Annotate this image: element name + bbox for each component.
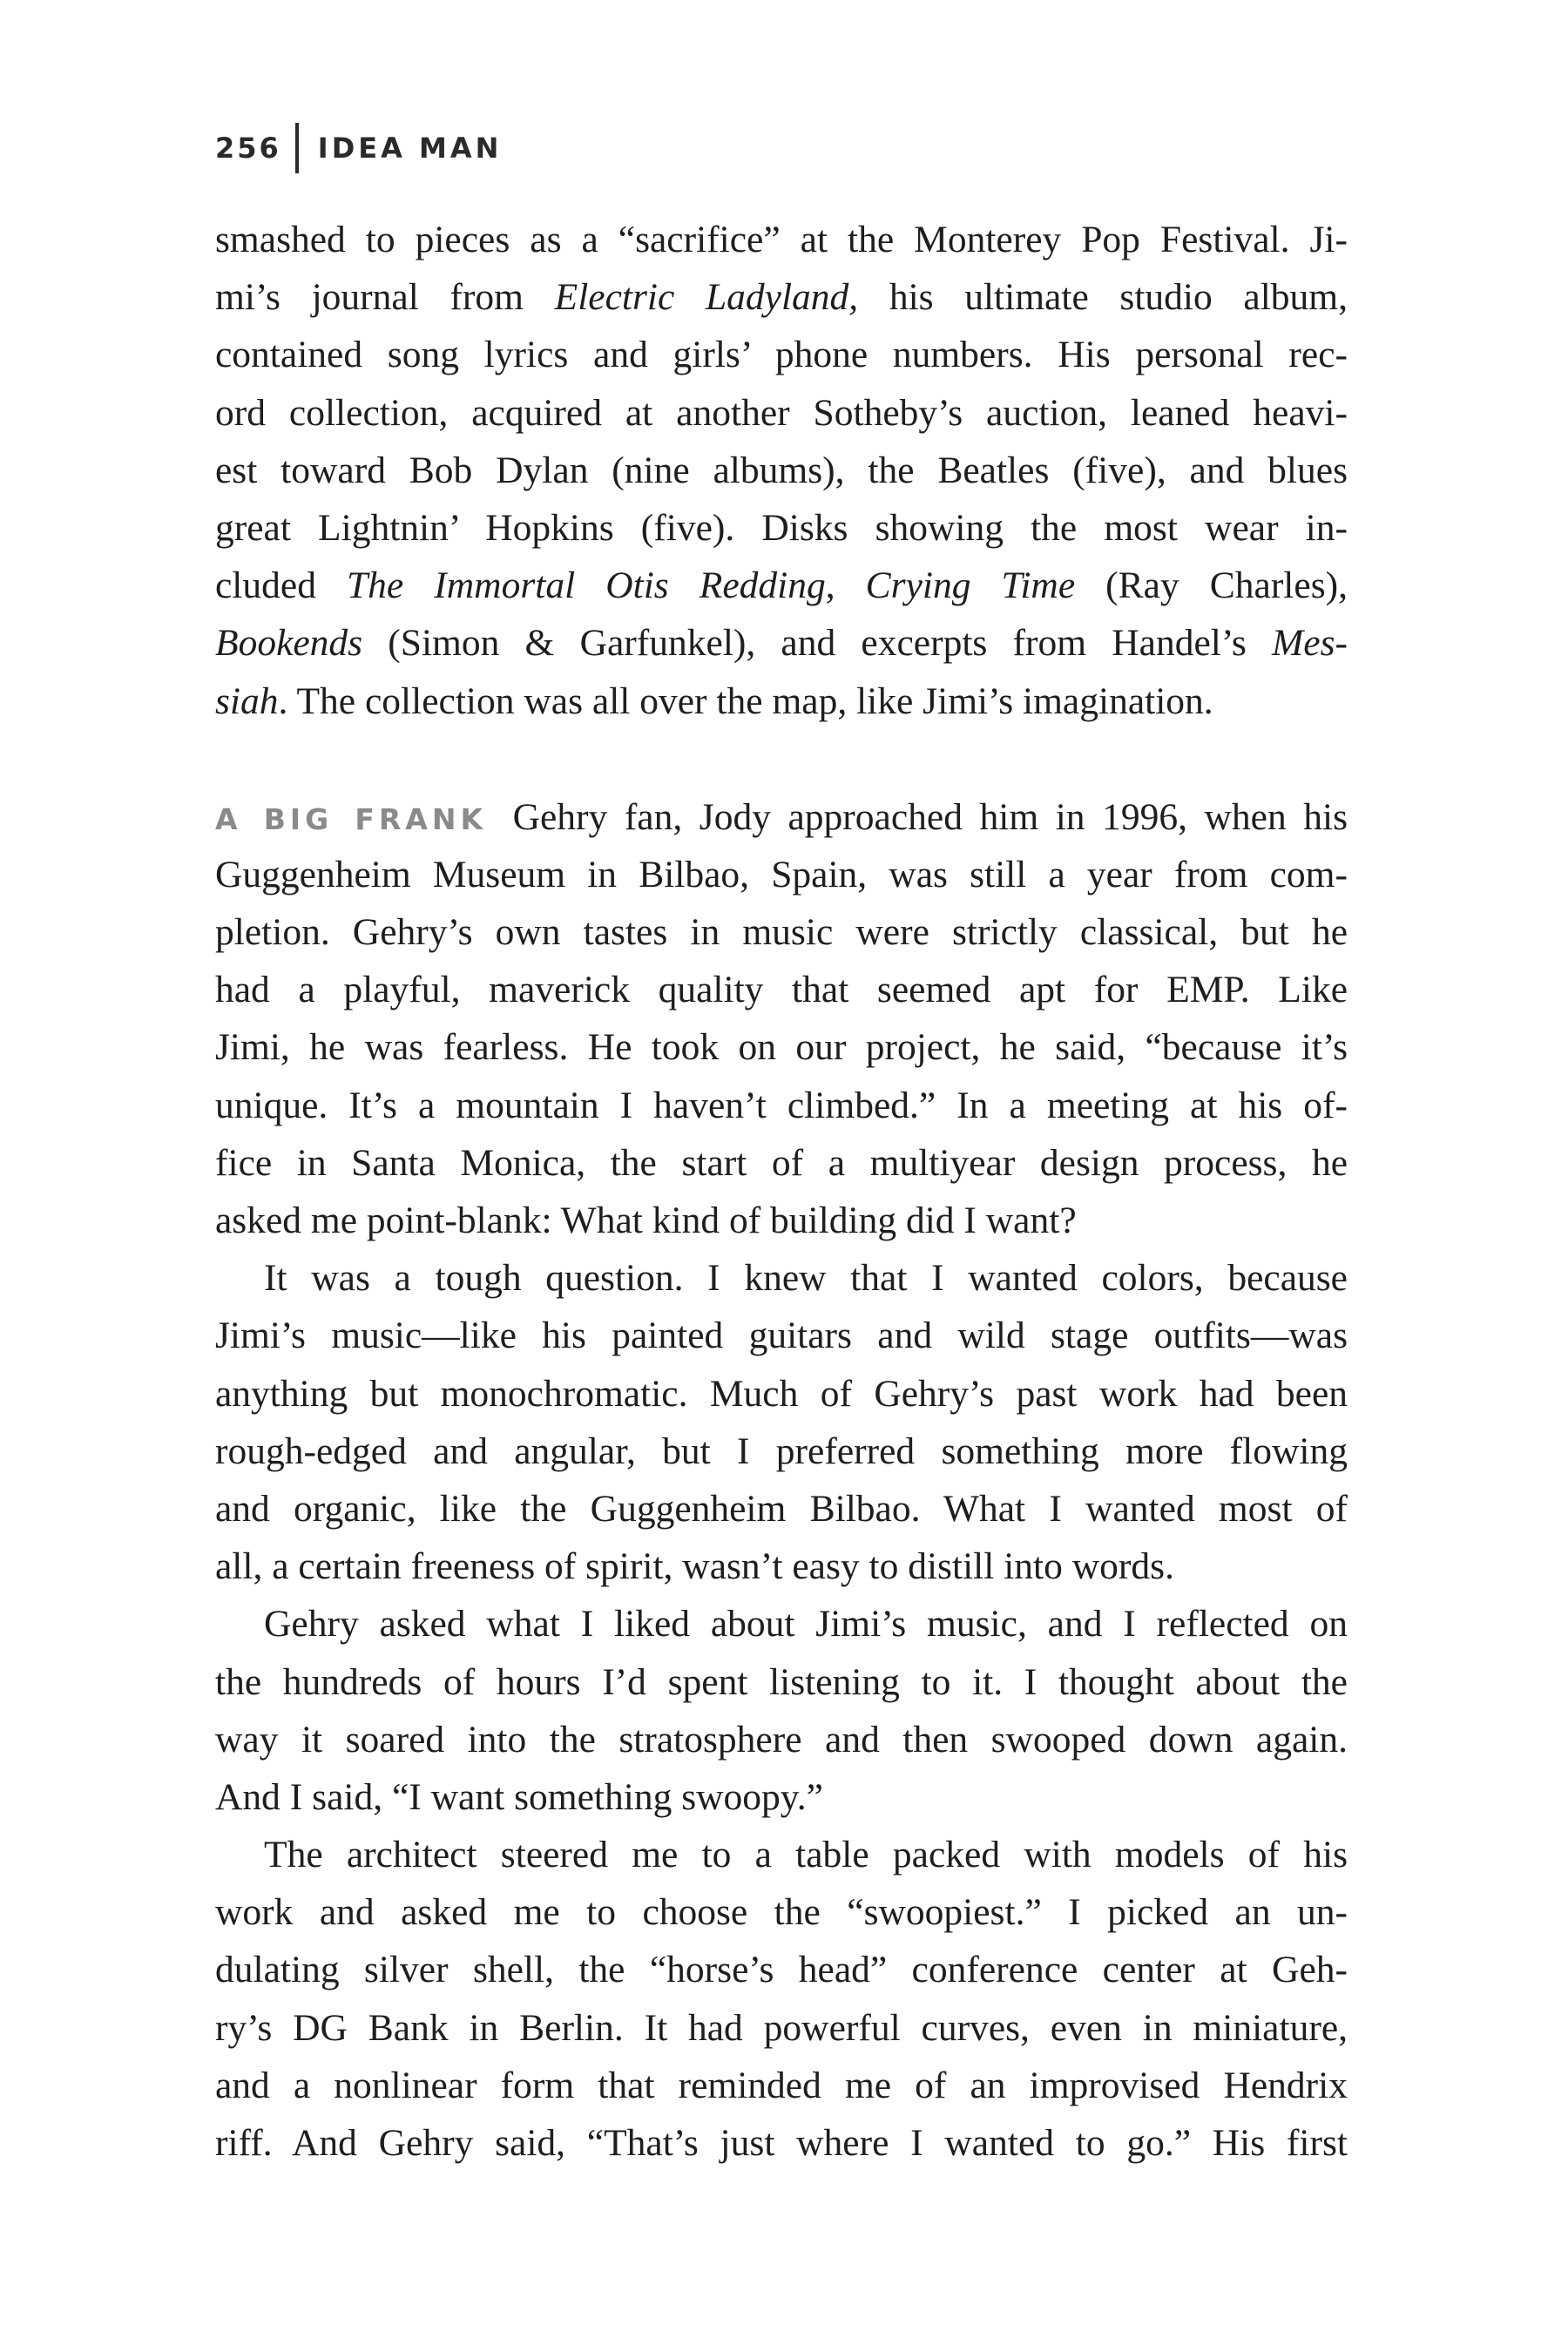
text-line: way it soared into the stratosphere and then swooped down again. xyxy=(215,1718,1348,1761)
running-head xyxy=(215,122,502,174)
header-divider xyxy=(295,123,299,173)
paragraph-4 xyxy=(215,1595,1348,1826)
text-line: And I said, “I want something swoopy.” xyxy=(215,1775,823,1818)
text-line: riff. And Gehry said, “That’s just where I wanted to go.” His first xyxy=(215,2122,1348,2164)
text-line: siah. The collection was all over the map, like Jimi’s imagination. xyxy=(215,679,1213,722)
text-line: asked me point-blank: What kind of building did I want? xyxy=(215,1200,1077,1241)
section-lead-in: A BIG FRANK xyxy=(215,801,488,836)
text-line: the hundreds of hours I’d spent listening to it. I thought about the xyxy=(215,1660,1348,1703)
album-title: Mes- xyxy=(1272,622,1348,665)
text-line: cluded The Immortal Otis Redding, Crying Time (Ray Charles), xyxy=(215,564,1348,607)
text-line: It was a tough question. I knew that I wanted colors, because xyxy=(264,1257,1348,1300)
text-line: ord collection, acquired at another Sotheby’s auction, leaned heavi- xyxy=(215,391,1348,434)
text-line: pletion. Gehry’s own tastes in music were strictly classical, but he xyxy=(215,911,1348,954)
text-line: and a nonlinear form that reminded me of an improvised Hendrix xyxy=(215,2064,1348,2106)
text-line: Gehry asked what I liked about Jimi’s music, and I reflected on xyxy=(264,1603,1348,1646)
text-line: rough-edged and angular, but I preferred something more flowing xyxy=(215,1429,1348,1472)
text-line: Guggenheim Museum in Bilbao, Spain, was still a year from com- xyxy=(215,853,1348,896)
text-line: Jimi, he was fearless. He took on our project, he said, “because it’s xyxy=(215,1026,1348,1069)
text-line: all, a certain freeness of spirit, wasn’t easy to distill into words. xyxy=(215,1545,1174,1588)
album-title: Electric Ladyland, xyxy=(554,276,859,319)
section-break xyxy=(215,730,1348,788)
book-title: IDEA MAN xyxy=(317,132,503,165)
text-line: A BIG FRANK Gehry fan, Jody approached him in 1996, when his xyxy=(215,795,1348,838)
album-title: Crying Time xyxy=(865,564,1076,607)
text-line: fice in Santa Monica, the start of a multiyear design process, he xyxy=(215,1141,1348,1184)
text-line: great Lightnin’ Hopkins (five). Disks showing the most wear in- xyxy=(215,506,1348,549)
text-line: mi’s journal from Electric Ladyland, his ultimate studio album, xyxy=(215,276,1348,319)
paragraph-1 xyxy=(215,211,1348,730)
text-line: contained song lyrics and girls’ phone numbers. His personal rec- xyxy=(215,334,1348,376)
paragraph-3 xyxy=(215,1249,1348,1595)
text-line: ry’s DG Bank in Berlin. It had powerful curves, even in miniature, xyxy=(215,2006,1348,2049)
paragraph-5 xyxy=(215,1826,1348,2172)
text-line: work and asked me to choose the “swoopiest.” I picked an un- xyxy=(215,1891,1348,1934)
album-title: Bookends xyxy=(215,622,363,665)
body-text xyxy=(215,211,1348,2172)
album-title: The Immortal Otis Redding xyxy=(346,564,826,607)
page-number: 256 xyxy=(215,132,281,165)
album-title: siah xyxy=(215,679,279,722)
paragraph-2 xyxy=(215,788,1348,1250)
text-line: Bookends (Simon & Garfunkel), and excerpts from Handel’s Mes- xyxy=(215,622,1348,665)
text-line: est toward Bob Dylan (nine albums), the Beatles (five), and blues xyxy=(215,449,1348,491)
text-line: and organic, like the Guggenheim Bilbao. What I wanted most of xyxy=(215,1487,1348,1530)
text-line: The architect steered me to a table packed with models of his xyxy=(264,1834,1348,1876)
text-line: anything but monochromatic. Much of Gehry’s past work had been xyxy=(215,1372,1348,1415)
text-line: had a playful, maverick quality that seemed apt for EMP. Like xyxy=(215,969,1348,1011)
text-line: dulating silver shell, the “horse’s head” conference center at Geh- xyxy=(215,1949,1348,1991)
text-line: unique. It’s a mountain I haven’t climbed.” In a meeting at his of- xyxy=(215,1084,1348,1126)
text-line: Jimi’s music—like his painted guitars and wild stage outfits—was xyxy=(215,1315,1348,1357)
text-line: smashed to pieces as a “sacrifice” at the Monterey Pop Festival. Ji- xyxy=(215,219,1348,260)
